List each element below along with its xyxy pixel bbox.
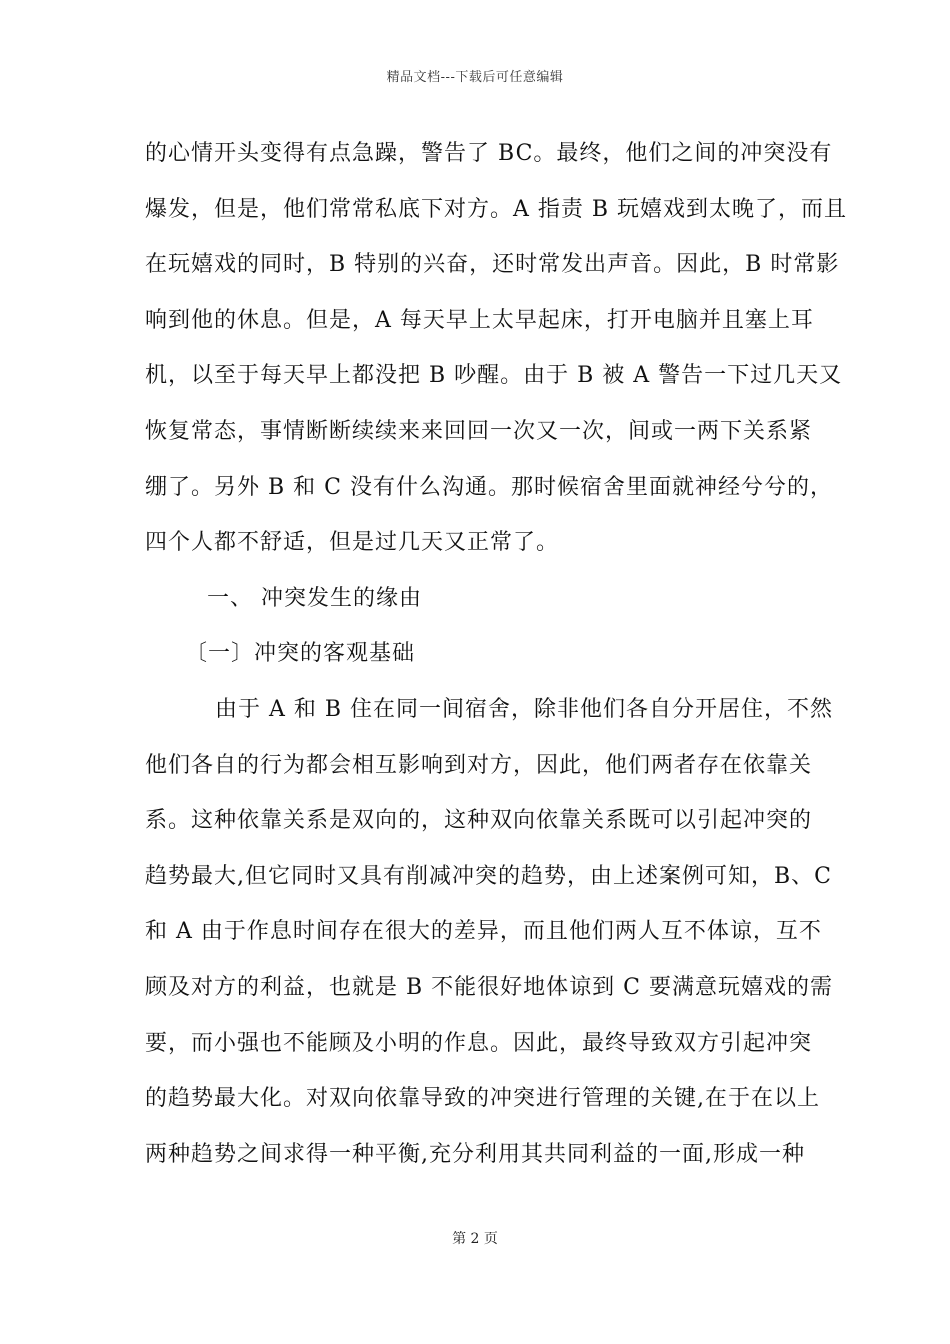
text-line: 系。这种依靠关系是双向的，这种双向依靠关系既可以引起冲突的 <box>145 808 813 834</box>
text-line: 的心情开头变得有点急躁，警告了 BC。最终，他们之间的冲突没有 <box>145 141 833 166</box>
page-number: 第 2 页 <box>452 1231 498 1247</box>
document-body <box>145 126 848 1182</box>
text-line: 两种趋势之间求得一种平衡,充分利用其共同利益的一面,形成一种 <box>145 1141 805 1167</box>
text-line: 由于 A 和 B 住在同一间宿舍，除非他们各自分开居住，不然 <box>215 696 834 722</box>
text-line: 机，以至于每天早上都没把 B 吵醒。由于 B 被 A 警告一下过几天又 <box>145 363 843 389</box>
text-line: 要，而小强也不能顾及小明的作息。因此，最终导致双方引起冲突 <box>145 1030 813 1056</box>
text-line: 〔一〕冲突的客观基础 <box>185 641 416 667</box>
text-line: 的趋势最大化。对双向依靠导致的冲突进行管理的关键,在于在以上 <box>145 1086 820 1112</box>
text-line: 响到他的休息。但是，A 每天早上太早起床，打开电脑并且塞上耳 <box>145 307 814 333</box>
page-header: 精品文档---下载后可任意编辑 <box>386 70 564 85</box>
text-line: 绷了。另外 B 和 C 没有什么沟通。那时候宿舍里面就神经兮兮的， <box>145 474 833 500</box>
text-line: 顾及对方的利益，也就是 B 不能很好地体谅到 C 要满意玩嬉戏的需 <box>145 974 833 1000</box>
text-line: 他们各自的行为都会相互影响到对方，因此，他们两者存在依靠关 <box>145 752 813 778</box>
text-line: 恢复常态，事情断断续续来来回回一次又一次，间或一两下关系紧 <box>145 418 813 444</box>
text-line: 一、 冲突发生的缘由 <box>207 585 422 611</box>
text-line: 爆发，但是，他们常常私底下对方。A 指责 B 玩嬉戏到太晚了，而且 <box>145 196 848 222</box>
text-line: 趋势最大,但它同时又具有削减冲突的趋势，由上述案例可知，B、C <box>145 863 832 889</box>
text-line: 四个人都不舒适，但是过几天又正常了。 <box>145 530 560 556</box>
text-line: 在玩嬉戏的同时，B 特别的兴奋，还时常发出声音。因此，B 时常影 <box>145 252 840 278</box>
text-line: 和 A 由于作息时间存在很大的差异，而且他们两人互不体谅，互不 <box>145 919 822 945</box>
